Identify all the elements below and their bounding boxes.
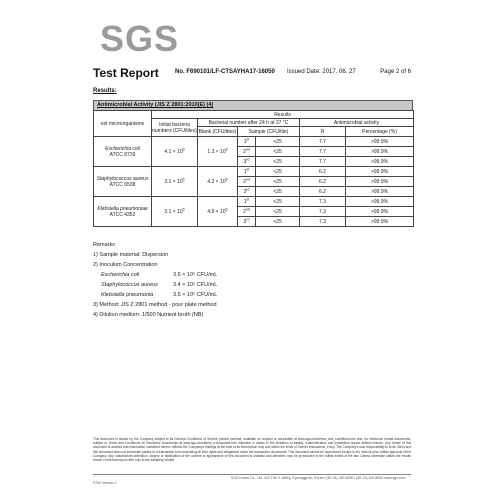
blank-count-exponent: 6 [225,206,228,211]
sample-count: <25 [256,187,300,197]
replicate-index: 3 [243,188,247,195]
r-value: 7.3 [300,207,346,217]
replicate-number [238,187,256,197]
sample-count: <25 [256,207,300,217]
initial-count-exponent: 5 [182,146,185,151]
issued-date: Issued Date: 2017. 06. 27 [287,69,356,75]
results-table [93,110,414,227]
sample-count: <25 [256,177,300,187]
header-sample: Sample (CFU/tile) [238,127,300,137]
sample-count: <25 [256,147,300,157]
replicate-number [238,197,256,207]
sgs-logo: SGS [100,18,180,59]
r-value: 7.7 [300,137,346,147]
header-after-24h: Bacterial number after 24 h at 37 °C [198,119,300,127]
blank-count-base: 4.5 × 10 [207,208,226,215]
table-row [94,137,414,147]
replicate-number [238,157,256,167]
legal-disclaimer: This document is issued by the Company subject to its General Conditions of Service printed overleaf, available on request or accessible at www.sgs.com/terms_and_conditions.htm and, for electronic format documents, subject to Terms and Conditions for Electronic Documents at www.sgs.com/terms_e-document.htm. Attention is drawn to the limitation of liability, indemnification and jurisdiction issues defined therein. Any holder of this document is advised that information contained hereon reflects the Company's findings at the time of its intervention only and within the limits of Client's instructions, if any. The Company's sole responsibility is to its Client and this document does not exonerate parties to a transaction from exercising all their rights and obligations under the transaction documents. This document cannot be reproduced except in full, without prior written approval of the Company. Any unauthorized alteration, forgery or falsification of the content or appearance of this document is unlawful and offenders may be prosecuted to the fullest extent of the law. Unless otherwise stated the results shown in this test report refer only to the sample(s) tested. [93,437,411,463]
replicate-number [238,167,256,177]
r-value: 6.2 [300,187,346,197]
sample-count: <25 [256,197,300,207]
replicate-suffix: st [246,196,250,201]
conc-organism: Escherichia coli [101,272,140,278]
header-r: R [300,127,346,137]
replicate-index: 3 [243,158,247,165]
remark-method: 3) Method: JIS Z 2801 method - pour plate method [93,302,217,308]
replicate-index: 1 [243,198,247,205]
organism-cell [94,167,152,197]
initial-count-base: 4.1 × 10 [164,148,183,155]
conc-organism: Staphylococcus aureus [101,282,158,288]
organism-name: Escherichia coli [105,145,140,152]
conc-row [93,290,393,300]
header-percentage: Percentage (%) [346,127,414,137]
blank-count-exponent: 5 [225,176,228,181]
sample-count: <25 [256,167,300,177]
sample-count: <25 [256,157,300,167]
conc-organism: Klebsiella pneumonia [101,292,154,298]
replicate-number [238,207,256,217]
replicate-suffix: rd [246,156,250,161]
reduction-percentage: >99.9% [346,167,414,177]
header-test-microorganisms: est microorganisms [94,111,152,137]
reduction-percentage: >99.9% [346,177,414,187]
conc-value: 3.6 × 10⁵ CFU/mL [173,272,218,278]
results-body [94,137,414,227]
organism-cell [94,137,152,167]
r-value: 7.3 [300,197,346,207]
reduction-percentage: >99.9% [346,217,414,227]
blank-count [198,137,238,167]
replicate-suffix: nd [245,206,250,211]
initial-count-exponent: 5 [182,176,185,181]
organism-strain: ATCC 4352 [109,211,136,218]
initial-count-exponent: 5 [182,206,185,211]
company-address: SGS Korea Co., Ltd. 322 The O Valley, Gyeonggi-do, Korea t (82-31) 460 8000 f (82-31) 460 8059 www.sgs.com [231,476,406,480]
replicate-number [238,137,256,147]
replicate-suffix: nd [245,146,250,151]
reduction-percentage: >99.9% [346,207,414,217]
initial-count-base: 3.1 × 10 [164,208,183,215]
header-initial: Initial bacteria numbers (CFU/tiles) [152,119,198,137]
conc-row [93,270,393,280]
initial-count-base: 3.1 × 10 [164,178,183,185]
blank-count-base: 1.3 × 10 [207,148,226,155]
replicate-number [238,147,256,157]
replicate-index: 1 [243,138,247,145]
remarks [93,240,393,320]
results-heading: Results: [93,88,117,94]
section-title: Antimicrobial Activity (JIS Z 2801:2010(E) (4) [97,102,214,108]
organism-strain: ATCC 8739 [109,151,136,158]
sample-count: <25 [256,217,300,227]
r-value: 6.2 [300,177,346,187]
header-activity: Antimicrobial activity [300,119,414,127]
replicate-suffix: rd [246,186,250,191]
footer-divider [93,474,411,475]
replicate-number [238,177,256,187]
r-value: 7.3 [300,217,346,227]
replicate-suffix: st [246,136,250,141]
replicate-suffix: rd [246,216,250,221]
blank-count-base: 4.2 × 10 [207,178,226,185]
organism-name: Staphylococcus aureus [96,175,149,182]
organism-strain: ATCC 6538 [109,181,136,188]
blank-count [198,167,238,197]
replicate-index: 1 [243,168,247,175]
r-value: 7.7 [300,147,346,157]
blank-count [198,197,238,227]
replicate-index: 2 [243,208,246,215]
reduction-percentage: >99.9% [346,147,414,157]
blank-count-exponent: 5 [225,146,228,151]
reduction-percentage: >99.9% [346,187,414,197]
organism-name: Klebsiella pneumoniae [97,205,148,212]
replicate-suffix: nd [245,176,250,181]
header-results: Results [152,111,414,119]
report-header [93,66,411,80]
form-code: F204 Version 2 [93,481,117,485]
replicate-index: 3 [243,218,247,225]
page-number: Page 2 of 6 [380,69,411,75]
reduction-percentage: >99.9% [346,137,414,147]
replicate-index: 2 [243,178,246,185]
header-blank: Blank (CFU/tiles) [198,128,237,135]
initial-count [152,197,198,227]
conc-value: 3.5 × 10⁵ CFU/mL [173,292,218,298]
report-title: Test Report [93,66,159,80]
remark-inoculum: 2) Inoculum Concentration [93,262,158,268]
initial-count [152,167,198,197]
reduction-percentage: >99.9% [346,157,414,167]
initial-count [152,137,198,167]
replicate-number [238,217,256,227]
remarks-heading: Remarks [93,242,116,248]
r-value: 6.2 [300,167,346,177]
conc-row [93,280,393,290]
report-number: No. F690101/LF-CTSAYHA17-16050 [175,69,275,75]
reduction-percentage: >99.9% [346,197,414,207]
r-value: 7.7 [300,157,346,167]
table-row [94,167,414,177]
sample-count: <25 [256,137,300,147]
conc-value: 3.4 × 10⁵ CFU/mL [173,282,218,288]
replicate-index: 2 [243,148,246,155]
organism-cell [94,197,152,227]
table-row [94,197,414,207]
remark-dilution: 4) Dilution medium: 1/500 Nutrient broth (NB) [93,312,204,318]
remark-sample-material: 1) Sample material: Dispersion [93,252,169,258]
footer [93,476,411,486]
replicate-suffix: st [246,166,250,171]
